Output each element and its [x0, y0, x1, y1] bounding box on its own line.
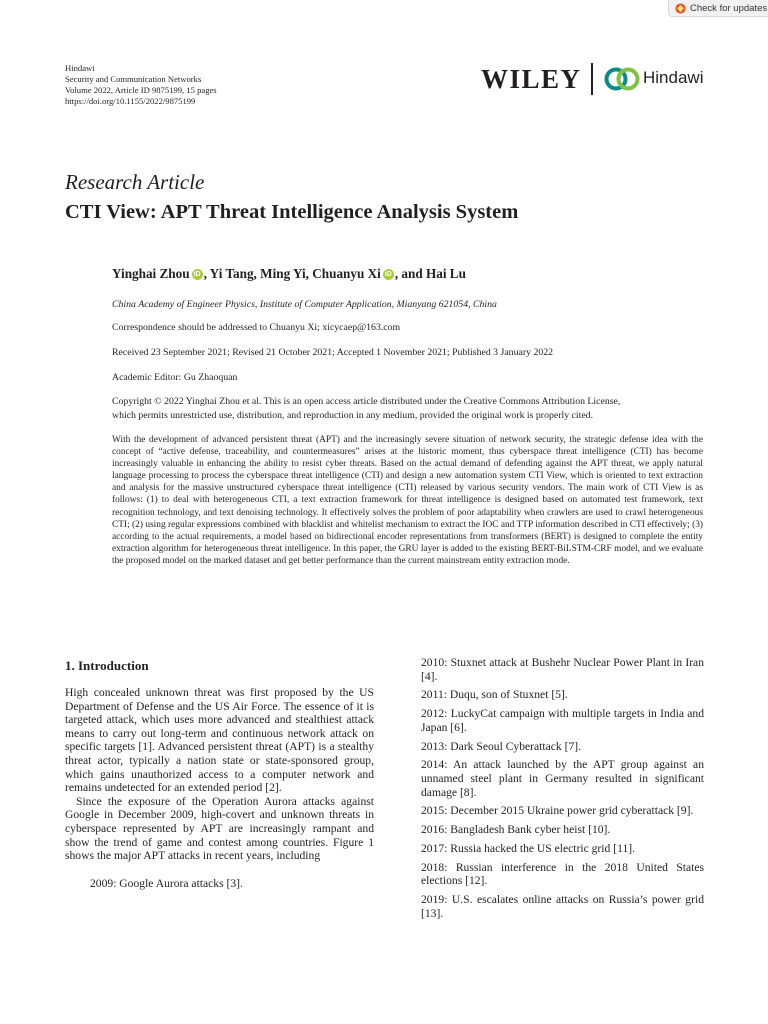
affiliation: China Academy of Engineer Physics, Institute of Computer Application, Mianyang 621054, China — [112, 299, 497, 310]
academic-editor: Academic Editor: Gu Zhaoquan — [112, 372, 238, 383]
orcid-icon[interactable]: iD — [384, 270, 392, 278]
publisher-name: Hindawi — [65, 63, 95, 73]
event-item: 2010: Stuxnet attack at Bushehr Nuclear Power Plant in Iran [4]. — [421, 656, 704, 683]
article-type: Research Article — [65, 170, 205, 194]
copyright-line: Copyright © 2022 Yinghai Zhou et al. This is an open access article distributed under the Creative Commons Attribution License, — [112, 396, 621, 407]
hindawi-logo-icon — [604, 66, 640, 92]
paragraph: High concealed unknown threat was first proposed by the US Department of Defense and the US Air Force. The essence of it is targeted attack, which uses more advanced and stealthiest attack means to carry out long-term and continuous network attack on specific targets [1]. Advanced persistent threat (APT) is a stealthy threat actor, typically a nation state or state-sponsored group, which gains unauthorized access to a computer network and remains undetected for an extended period [2]. — [65, 686, 374, 795]
paragraph: Since the exposure of the Operation Aurora attacks against Google in December 2009, high-covert and unknown threats in cyberspace represented by APT are increasingly rampant and show the trend of game and contest among countries. Figure 1 shows the major APT attacks in recent years, including — [65, 794, 374, 863]
event-item: 2016: Bangladesh Bank cyber heist [10]. — [421, 823, 611, 837]
logo-divider — [591, 63, 593, 95]
wiley-logo: WILEY — [481, 64, 582, 94]
publication-dates: Received 23 September 2021; Revised 21 October 2021; Accepted 1 November 2021; Published 3 January 2022 — [112, 347, 554, 358]
crossmark-icon — [675, 3, 686, 14]
journal-meta — [65, 63, 217, 107]
right-column — [421, 656, 704, 925]
left-column — [65, 686, 374, 890]
event-item: 2009: Google Aurora attacks [3]. — [90, 876, 243, 890]
volume-line: Volume 2022, Article ID 9875199, 15 pages — [65, 85, 217, 95]
author-name: Yinghai Zhou — [112, 266, 190, 281]
section-heading: 1. Introduction — [65, 658, 149, 673]
event-item: 2011: Duqu, son of Stuxnet [5]. — [421, 688, 568, 702]
check-for-updates-label: Check for updates — [690, 2, 768, 14]
journal-name: Security and Communication Networks — [65, 74, 202, 84]
copyright-notice — [112, 395, 620, 423]
event-item: 2014: An attack launched by the APT group against an unnamed steel plant in Germany resulted in significant damage [8]. — [421, 758, 704, 799]
event-item: 2012: LuckyCat campaign with multiple targets in India and Japan [6]. — [421, 707, 704, 734]
hindawi-logo-text: Hindawi — [643, 68, 704, 87]
check-for-updates-button[interactable] — [668, 0, 768, 17]
orcid-icon[interactable]: iD — [193, 270, 201, 278]
event-item: 2015: December 2015 Ukraine power grid cyberattack [9]. — [421, 804, 694, 818]
article-title: CTI View: APT Threat Intelligence Analysis System — [65, 201, 519, 223]
doi-link[interactable]: https://doi.org/10.1155/2022/9875199 — [65, 96, 196, 106]
copyright-line: which permits unrestricted use, distribution, and reproduction in any medium, provided the original work is properly cited. — [112, 410, 594, 421]
abstract: With the development of advanced persistent threat (APT) and the increasingly severe situation of network security, the strategic defense idea with the concept of “active defense, traceability, and countermeasures” arises at the historic moment, thus cyberspace threat intelligence (CTI) has become increasingly valuable in enhancing the ability to resist cyber threats. Based on the actual demand of defending against the APT threat, we apply natural language processing to process the cyberspace threat intelligence (CTI) and design a new automation system CTI View, which is oriented to text extraction and analysis for the massive unstructured cyberspace threat intelligence (CTI) released by various security vendors. The main work of CTI View is as follows: (1) to deal with heterogeneous CTI, a text extraction framework for threat intelligence is designed based on automated test framework, text recognition technology, and text denoising technology. It effectively solves the problem of poor adaptability when crawlers are used to crawl heterogeneous CTI; (2) using regular expressions combined with blacklist and whitelist mechanism to extract the IOC and TTP information described in CTI effectively; (3) according to the actual requirements, a model based on bidirectional encoder representations from transformers (BERT) is designed to complete the entity extraction algorithm for heterogeneous threat intelligence. In this paper, the GRU layer is added to the existing BERT-BiLSTM-CRF model, and we evaluate the proposed model on the marked dataset and get better performance than the current mainstream entity extraction mode. — [112, 435, 703, 566]
correspondence: Correspondence should be addressed to Chuanyu Xi; xicycaep@163.com — [112, 322, 401, 333]
event-item: 2017: Russia hacked the US electric grid [11]. — [421, 841, 635, 855]
author-name: , Yi Tang, Ming Yi, Chuanyu Xi — [203, 266, 381, 281]
event-item: 2018: Russian interference in the 2018 United States elections [12]. — [421, 860, 704, 888]
author-list — [112, 266, 466, 282]
event-item: 2013: Dark Seoul Cyberattack [7]. — [421, 739, 582, 753]
author-name: , and Hai Lu — [394, 266, 466, 281]
event-item: 2019: U.S. escalates online attacks on Russia’s power grid [13]. — [421, 893, 704, 920]
